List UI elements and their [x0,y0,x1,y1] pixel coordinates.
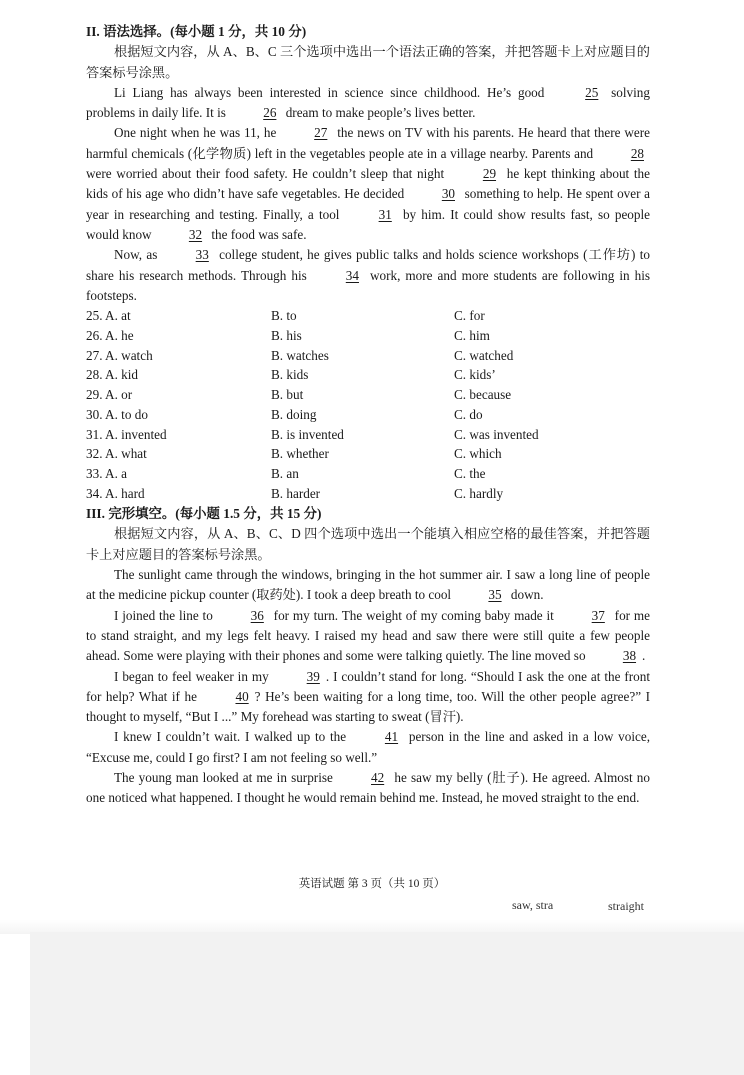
s2-paragraph-2 [86,123,650,245]
blank-35: 35 [488,587,502,603]
option-b: B. harder [271,486,321,502]
option-b: B. but [271,387,304,403]
option-b: B. kids [271,367,309,383]
text: The young man looked at me in surprise [114,769,337,785]
option-c: C. kids’ [454,367,496,383]
text: ? He’s been waiting for a long time, too. Will the other people agree?” I thought to myself, “But I ...” My forehead was starting to sweat (冒汗). [86,688,650,725]
blank-34: 34 [345,267,359,283]
s2-options-list [86,306,650,504]
option-a: 33. A. a [86,466,128,482]
text: he saw my belly (肚子). He agreed. Almost no one noticed what happened. I thought he would remain behind me. Instead, he moved straight to the end. [86,769,650,806]
blank-32: 32 [188,226,203,242]
text: college student, he gives public talks and holds science workshops (工作坊) to share his research methods. Through his [86,247,650,283]
s2-paragraph-1 [86,83,650,124]
blank-40: 40 [235,688,249,704]
option-b: B. doing [271,406,317,422]
section-3-title: III. 完形填空。(每小题 1.5 分，共 15 分) [86,506,322,522]
option-c: C. was invented [454,426,539,442]
option-a: 28. A. kid [86,367,139,383]
s3-paragraph-3 [86,667,650,728]
option-row [86,405,650,425]
option-a: 29. A. or [86,387,133,403]
bleed-through-text: saw, stra [512,898,554,912]
option-c: C. for [454,307,485,323]
blank-41: 41 [384,729,399,745]
option-a: 31. A. invented [86,426,167,442]
s3-paragraph-4 [86,727,650,768]
option-c: C. because [454,387,512,403]
option-row [86,425,650,445]
text: the food was safe. [208,226,307,242]
option-row [86,346,650,366]
text: Now, as [114,247,162,263]
text: work, more and more students are following in his footsteps. [86,267,650,303]
blank-26: 26 [263,105,277,121]
option-b: B. whether [271,446,329,462]
page-content [86,22,650,809]
blank-scan-area [30,932,744,1075]
s2-paragraph-3 [86,245,650,306]
blank-31: 31 [378,206,392,222]
blank-25: 25 [585,84,599,100]
bleed-through-text: straight [608,899,644,913]
option-a: 30. A. to do [86,406,148,422]
section-2-instructions: 根据短文内容，从 A、B、C 三个选项中选出一个语法正确的答案，并把答题卡上对应题目的答案标号涂黑。 [86,44,650,80]
text: The sunlight came through the windows, bringing in the hot summer air. I saw a long line of people at the medicine pickup counter (取药处). I took a deep breath to cool [86,567,650,603]
option-c: C. hardly [454,486,504,502]
text: solving problems in daily life. It is [86,84,650,121]
text: I began to feel weaker in my [114,668,273,684]
text: . I couldn’t stand for long. “Should I ask the one at the front for help? What if he [86,668,651,704]
text: by him. It could show results fast, so people would know [86,206,650,242]
option-c: C. do [454,406,483,422]
text: were worried about their food safety. He couldn’t sleep that night [86,166,449,182]
s3-paragraph-5 [86,768,650,809]
text: I joined the line to [114,607,217,623]
option-c: C. watched [454,347,514,363]
section-3-instructions: 根据短文内容，从 A、B、C、D 四个选项中选出一个能填入相应空格的最佳答案，并把答题卡上对应题目的答案标号涂黑。 [86,526,650,562]
option-b: B. is invented [271,426,344,442]
blank-37: 37 [591,607,605,623]
blank-29: 29 [482,166,497,182]
blank-38: 38 [622,648,637,664]
option-b: B. watches [271,347,329,363]
blank-28: 28 [630,145,644,161]
option-row [86,445,650,465]
option-b: B. to [271,307,297,323]
option-b: B. an [271,466,299,482]
text: . [642,648,646,664]
text: for me to stand straight, and my legs felt heavy. I raised my head and saw there were still quite a few people ahead. Some were playing with their phones and some were talking quietly. The line moved so [86,607,650,664]
text: dream to make people’s lives better. [282,105,476,121]
blank-36: 36 [250,607,264,623]
text: Li Liang has always been interested in science since childhood. He’s good [114,84,552,100]
option-row [86,484,650,504]
s3-paragraph-2 [86,606,650,667]
option-row [86,465,650,485]
option-a: 25. A. at [86,307,131,323]
blank-33: 33 [195,247,209,263]
section-2-title: II. 语法选择。(每小题 1 分，共 10 分) [86,24,307,39]
option-a: 34. A. hard [86,486,145,502]
s3-paragraph-1 [86,565,650,606]
page-footer: 英语试题 第 3 页（共 10 页） [298,878,446,890]
blank-27: 27 [314,125,328,141]
text: down. [507,587,544,603]
text: One night when he was 11, he [114,125,281,141]
blank-30: 30 [441,186,455,202]
text: for my turn. The weight of my coming baby made it [269,607,558,623]
text: he kept thinking about the kids of his age who didn’t have safe vegetables. He decided [86,166,650,202]
option-a: 27. A. watch [86,347,153,363]
option-row [86,385,650,405]
text: the news on TV with his parents. He heard that there were harmful chemicals (化学物质) left in the vegetables people ate in a village nearby. Parents and [86,125,650,161]
option-c: C. which [454,446,502,462]
option-a: 26. A. he [86,327,134,343]
text: something to help. He spent over a year in researching and testing. Finally, a tool [86,186,650,222]
option-b: B. his [271,327,302,343]
option-row [86,306,650,326]
option-c: C. him [454,327,490,343]
option-row [86,366,650,386]
option-a: 32. A. what [86,446,147,462]
text: person in the line and asked in a low voice, “Excuse me, could I go first? I am not feeling so well.” [86,729,650,765]
blank-39: 39 [306,668,320,684]
blank-42: 42 [371,769,385,785]
option-c: C. the [454,466,486,482]
option-row [86,326,650,346]
text: I knew I couldn’t wait. I walked up to the [114,729,351,745]
